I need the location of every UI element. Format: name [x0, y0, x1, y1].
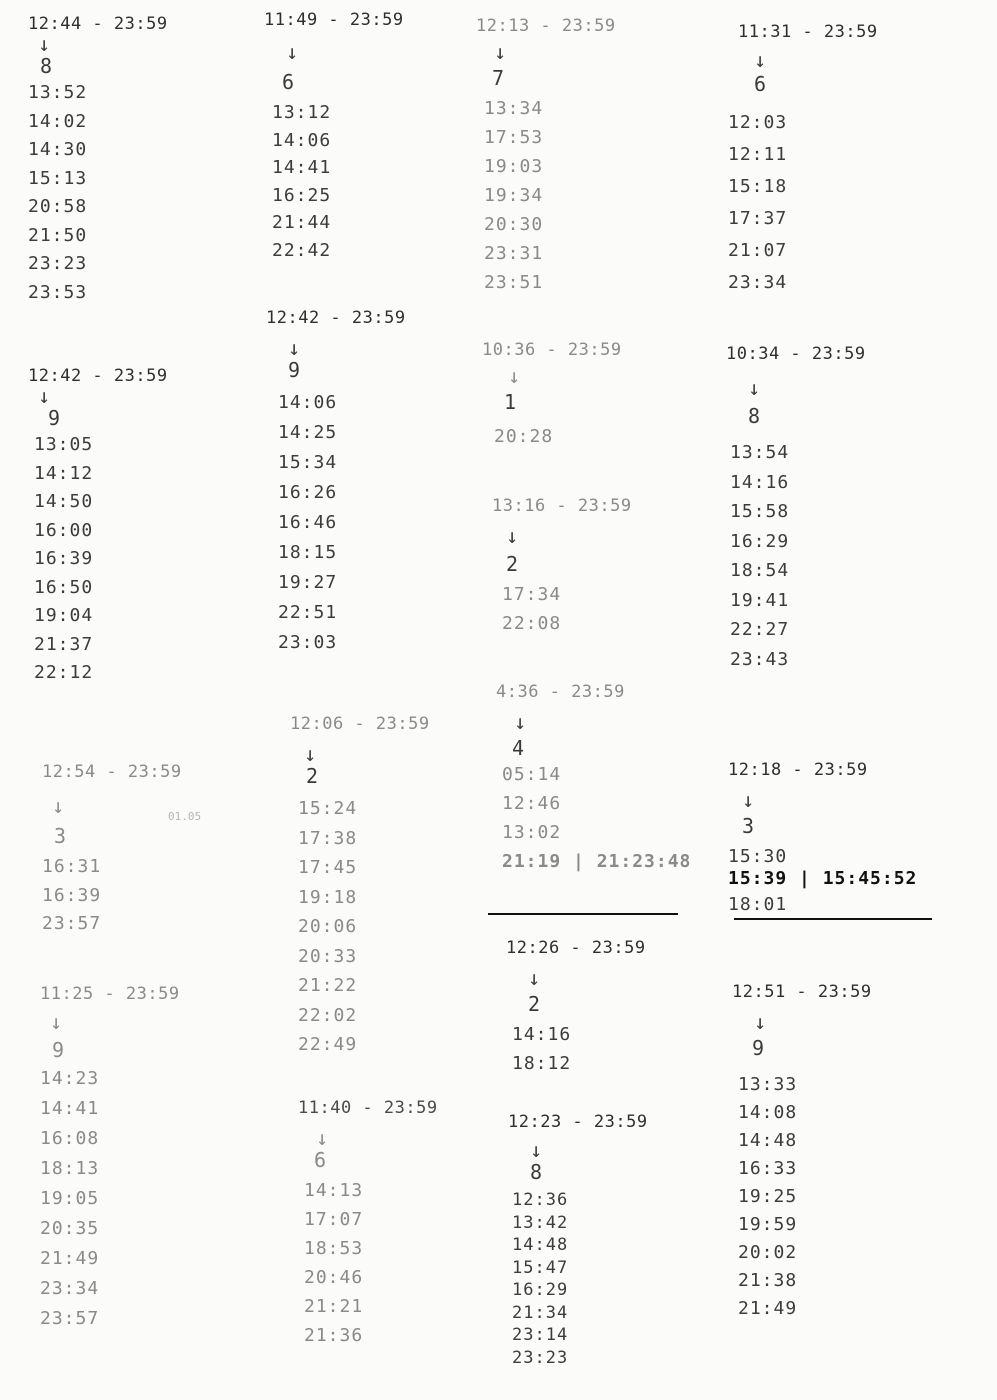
time-entry: 21:22: [298, 975, 358, 996]
time-entry: 16:25: [272, 184, 332, 206]
time-entry: 18:01: [728, 894, 788, 915]
entry-block: [726, 344, 866, 678]
time-entry: 16:00: [34, 519, 94, 541]
time-range: 13:16 - 23:59: [492, 496, 632, 516]
time-entry: 23:57: [42, 913, 102, 934]
time-entry: 22:12: [34, 662, 94, 683]
time-entry: 16:26: [278, 482, 338, 503]
entry-block: [40, 984, 180, 1338]
time-entry: 17:38: [298, 827, 358, 849]
time-entry: 16:29: [512, 1280, 569, 1300]
down-arrow-icon: ↓: [38, 384, 51, 408]
down-arrow-icon: ↓: [754, 48, 767, 72]
time-range: 12:18 - 23:59: [728, 760, 868, 780]
entry-count: 8: [530, 1160, 543, 1184]
time-entry: 16:39: [34, 548, 94, 569]
time-entry: 15:34: [278, 452, 338, 473]
time-range: 11:49 - 23:59: [264, 10, 404, 30]
time-entry: 18:15: [278, 542, 338, 563]
down-arrow-icon: ↓: [530, 1138, 543, 1162]
time-entry: 23:23: [28, 253, 88, 274]
time-range: 12:42 - 23:59: [266, 308, 406, 328]
time-list: [484, 98, 616, 301]
time-entry: 21:34: [512, 1302, 569, 1323]
time-entry: 21:49: [738, 1298, 798, 1319]
entry-block: [298, 1098, 438, 1354]
time-entry: 13:12: [272, 102, 332, 123]
time-entry: 18:13: [40, 1158, 100, 1179]
time-entry: 18:53: [304, 1238, 364, 1259]
time-entry: 23:34: [728, 272, 788, 293]
time-entry: 16:08: [40, 1128, 100, 1149]
time-list: [502, 764, 691, 880]
down-arrow-icon: ↓: [288, 336, 301, 360]
entry-block: [476, 16, 616, 301]
down-arrow-icon: ↓: [754, 1010, 767, 1034]
time-entry: 19:41: [730, 589, 790, 611]
time-entry: 20:33: [298, 945, 358, 967]
entry-count: 2: [306, 764, 319, 788]
time-entry: 22:49: [298, 1034, 358, 1055]
time-entry: 14:08: [738, 1102, 798, 1123]
time-list: [738, 1074, 872, 1326]
time-entry-highlighted: 15:39 | 15:45:52: [728, 868, 918, 889]
time-entry: 15:47: [512, 1257, 569, 1278]
time-entry: 23:57: [40, 1308, 100, 1329]
down-arrow-icon: ↓: [304, 742, 317, 766]
entry-block: [728, 22, 878, 304]
time-list: [730, 442, 866, 678]
time-list: [40, 1068, 180, 1338]
time-entry: 13:05: [34, 434, 94, 455]
entry-count: 6: [282, 70, 295, 94]
time-entry: 13:54: [730, 442, 790, 463]
time-list: [502, 584, 632, 642]
time-entry: 13:52: [28, 82, 88, 103]
entry-block: [290, 714, 430, 1064]
time-entry: 14:13: [304, 1180, 364, 1201]
time-entry: 21:49: [40, 1248, 100, 1269]
time-range: 12:13 - 23:59: [476, 16, 616, 36]
separator-line: [734, 918, 932, 920]
time-list: [728, 112, 878, 304]
time-list: [42, 856, 182, 942]
time-entry: 21:36: [304, 1325, 364, 1346]
time-entry: 12:46: [502, 793, 562, 814]
entry-block: [28, 14, 168, 310]
time-entry: 14:16: [730, 471, 790, 493]
time-entry: 21:50: [28, 224, 88, 246]
time-entry: 21:21: [304, 1296, 364, 1317]
down-arrow-icon: ↓: [742, 788, 755, 812]
entry-block: [492, 496, 632, 642]
down-arrow-icon: ↓: [748, 376, 761, 400]
time-range: 11:31 - 23:59: [738, 22, 878, 42]
time-entry: 20:58: [28, 196, 88, 217]
time-entry: 17:53: [484, 127, 544, 148]
entry-count: 2: [528, 992, 541, 1016]
time-entry: 19:05: [40, 1188, 100, 1209]
time-entry: 14:41: [272, 157, 332, 178]
time-entry: 14:06: [278, 392, 338, 413]
entry-count: 7: [492, 66, 505, 90]
time-entry: 22:08: [502, 613, 562, 634]
entry-count: 8: [40, 54, 53, 78]
time-entry: 19:59: [738, 1214, 798, 1235]
time-entry: 15:58: [730, 501, 790, 522]
entry-count: 2: [506, 552, 519, 576]
time-range: 12:54 - 23:59: [42, 762, 182, 782]
time-list: [278, 392, 406, 662]
time-entry: 23:51: [484, 272, 544, 293]
time-entry: 20:06: [298, 916, 358, 937]
time-range: 12:06 - 23:59: [290, 714, 430, 734]
time-entry: 15:13: [28, 167, 88, 189]
down-arrow-icon: ↓: [286, 40, 299, 64]
time-entry: 19:03: [484, 156, 544, 177]
time-range: 10:34 - 23:59: [726, 344, 866, 364]
entry-count: 9: [752, 1036, 765, 1060]
time-list: [494, 426, 622, 455]
time-entry: 14:50: [34, 491, 94, 512]
entry-block: [506, 938, 646, 1082]
entry-count: 4: [512, 736, 525, 760]
time-entry: 12:03: [728, 112, 788, 133]
entry-block: [266, 308, 406, 662]
time-entry: 23:23: [512, 1347, 569, 1368]
entry-block: [732, 982, 872, 1326]
time-entry: 23:14: [512, 1325, 569, 1345]
time-entry: 19:25: [738, 1186, 798, 1207]
time-entry: 14:41: [40, 1098, 100, 1119]
time-entry: 15:30: [728, 846, 788, 867]
time-entry: 17:07: [304, 1209, 364, 1230]
time-entry: 23:53: [28, 281, 88, 303]
down-arrow-icon: ↓: [506, 524, 519, 548]
entry-count: 6: [314, 1148, 327, 1172]
time-entry: 19:27: [278, 572, 338, 593]
time-entry: 13:42: [512, 1212, 569, 1233]
entry-count: 9: [52, 1038, 65, 1062]
time-entry: 14:06: [272, 129, 332, 151]
time-entry: 16:33: [738, 1158, 798, 1179]
time-entry-highlighted: 21:19 | 21:23:48: [502, 851, 692, 872]
time-entry: 18:12: [512, 1053, 572, 1074]
time-entry: 23:31: [484, 243, 544, 264]
time-range: 12:42 - 23:59: [28, 366, 168, 386]
entry-count: 8: [748, 404, 761, 428]
entry-count: 6: [754, 72, 767, 96]
time-entry: 19:18: [298, 886, 358, 908]
time-entry: 22:42: [272, 239, 332, 261]
time-entry: 14:02: [28, 110, 88, 132]
entry-block: [496, 682, 691, 880]
time-entry: 23:34: [40, 1278, 100, 1299]
time-entry: 14:25: [278, 422, 338, 443]
entry-count: 3: [54, 824, 67, 848]
time-entry: 20:02: [738, 1242, 798, 1263]
time-entry: 17:34: [502, 584, 562, 605]
down-arrow-icon: ↓: [528, 966, 541, 990]
time-entry: 16:50: [34, 576, 94, 598]
entry-block: [42, 762, 182, 942]
down-arrow-icon: ↓: [50, 1010, 63, 1034]
time-list: [304, 1180, 438, 1354]
time-range: 12:26 - 23:59: [506, 938, 646, 958]
time-range: 11:40 - 23:59: [298, 1098, 438, 1118]
time-entry: 22:51: [278, 602, 338, 623]
time-entry: 15:18: [728, 176, 788, 197]
entry-count: 1: [504, 390, 517, 414]
time-entry: 05:14: [502, 764, 562, 785]
down-arrow-icon: ↓: [514, 710, 527, 734]
time-entry: 13:02: [502, 822, 562, 843]
time-entry: 13:34: [484, 98, 544, 119]
time-range: 4:36 - 23:59: [496, 682, 625, 702]
time-list: [272, 102, 404, 267]
time-entry: 22:27: [730, 619, 790, 640]
time-entry: 21:38: [738, 1270, 798, 1291]
time-entry: 21:44: [272, 212, 332, 233]
time-list: [28, 82, 168, 310]
down-arrow-icon: ↓: [508, 364, 521, 388]
time-entry: 17:37: [728, 208, 788, 229]
time-entry: 12:36: [512, 1190, 569, 1210]
entry-count: 3: [742, 814, 755, 838]
entry-count: 9: [48, 406, 61, 430]
time-entry: 21:37: [34, 633, 94, 655]
time-entry: 16:39: [42, 884, 102, 906]
time-list: [512, 1190, 648, 1370]
time-entry: 20:46: [304, 1267, 364, 1288]
time-entry: 14:23: [40, 1068, 100, 1089]
time-entry: 14:16: [512, 1024, 572, 1045]
down-arrow-icon: ↓: [494, 40, 507, 64]
separator-line: [488, 913, 678, 915]
down-arrow-icon: ↓: [316, 1126, 329, 1150]
down-arrow-icon: ↓: [52, 794, 65, 818]
time-entry: 20:30: [484, 214, 544, 235]
entry-block: [508, 1112, 648, 1370]
time-entry: 17:45: [298, 857, 358, 878]
time-entry: 21:07: [728, 240, 788, 261]
entry-block: [482, 340, 622, 455]
time-entry: 23:03: [278, 632, 338, 653]
down-arrow-icon: ↓: [38, 32, 51, 56]
time-entry: 20:28: [494, 426, 554, 447]
time-entry: 13:33: [738, 1074, 798, 1095]
stray-mark: 01.05: [168, 810, 202, 823]
time-range: 10:36 - 23:59: [482, 340, 622, 360]
entry-block: [728, 760, 917, 920]
time-entry: 14:48: [738, 1130, 798, 1151]
time-entry: 19:34: [484, 185, 544, 206]
time-entry: 19:04: [34, 605, 94, 626]
time-entry: 12:11: [728, 144, 788, 165]
entry-block: [264, 10, 404, 267]
time-entry: 14:30: [28, 139, 88, 160]
time-entry: 16:46: [278, 512, 338, 533]
time-range: 12:44 - 23:59: [28, 14, 168, 34]
entry-count: 9: [288, 358, 301, 382]
time-entry: 16:29: [730, 530, 790, 552]
time-entry: 15:24: [298, 798, 358, 819]
time-entry: 14:12: [34, 462, 94, 484]
time-range: 12:51 - 23:59: [732, 982, 872, 1002]
time-list: [34, 434, 168, 691]
time-entry: 16:31: [42, 856, 102, 877]
time-range: 11:25 - 23:59: [40, 984, 180, 1004]
time-entry: 23:43: [730, 648, 790, 670]
time-entry: 14:48: [512, 1235, 569, 1255]
time-entry: 20:35: [40, 1218, 100, 1239]
time-entry: 18:54: [730, 560, 790, 581]
time-entry: 22:02: [298, 1004, 358, 1026]
time-range: 12:23 - 23:59: [508, 1112, 648, 1132]
time-list: [512, 1024, 646, 1082]
time-list: [298, 798, 430, 1064]
entry-block: [28, 366, 168, 691]
time-list: [728, 846, 917, 920]
